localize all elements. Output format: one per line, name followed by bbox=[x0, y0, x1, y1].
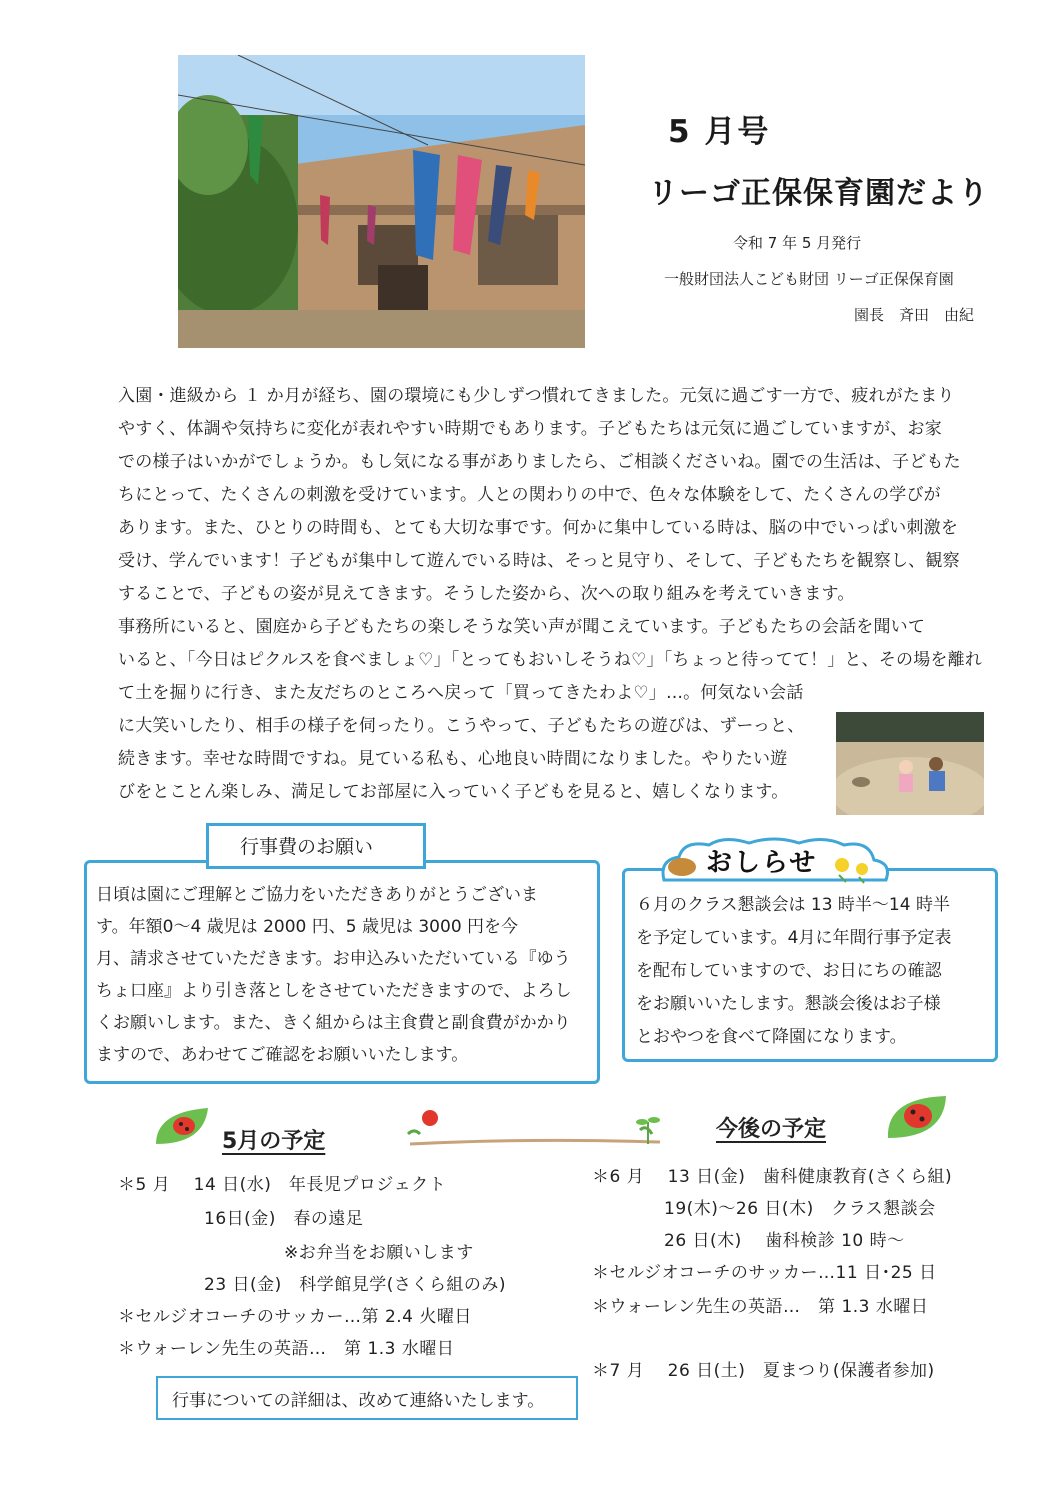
principal-name: 園長 斉田 由紀 bbox=[854, 306, 975, 324]
ladybug-icon bbox=[422, 1110, 438, 1126]
fee-line: ますので、あわせてご確認をお願いいたします。 bbox=[96, 1045, 469, 1065]
future-schedule-line: ＊セルジオコーチのサッカー…11 日･25 日 bbox=[592, 1263, 937, 1283]
ladybug-leaf-icon bbox=[884, 1092, 950, 1144]
notice-line: をお願いいたします。懇談会後はお子様 bbox=[636, 994, 941, 1014]
dandelion-icon bbox=[835, 858, 849, 872]
fee-title: 行事費のお願い bbox=[240, 836, 374, 858]
fee-line: す。年額0～4 歳児は 2000 円、5 歳児は 3000 円を今 bbox=[96, 917, 519, 937]
intro-line: 続きます。幸せな時間ですね。見ている私も、心地良い時間になりました。やりたい遊 bbox=[118, 749, 788, 769]
newsletter-title: リーゴ正保保育園だより bbox=[648, 176, 989, 211]
intro-line: 受け、学んでいます！子どもが集中して遊んでいる時は、そっと見守り、そして、子どもたちを観察し、観察 bbox=[118, 551, 960, 571]
ladybug-leaf-icon bbox=[152, 1104, 212, 1150]
notice-title: おしらせ bbox=[706, 848, 818, 878]
fee-line: ちょ口座』より引き落としをさせていただきますので、よろし bbox=[96, 981, 572, 1001]
future-schedule-line: 19(木)～26 日(木) クラス懇談会 bbox=[664, 1199, 936, 1219]
notice-line: とおやつを食べて降園になります。 bbox=[636, 1027, 907, 1047]
may-schedule-title: 5月の予定 bbox=[222, 1129, 326, 1154]
may-schedule-line: ＊5 月 14 日(水) 年長児プロジェクト bbox=[118, 1175, 447, 1195]
details-note: 行事についての詳細は、改めて連絡いたします。 bbox=[172, 1391, 545, 1411]
notice-line: ６月のクラス懇談会は 13 時半～14 時半 bbox=[636, 895, 950, 915]
intro-line: 事務所にいると、園庭から子どもたちの楽しそうな笑い声が聞こえています。子どもたちの会話を聞いて bbox=[118, 617, 926, 637]
future-schedule-line: ＊ウォーレン先生の英語… 第 1.3 水曜日 bbox=[592, 1297, 929, 1317]
may-schedule-line: ※お弁当をお願いします bbox=[284, 1243, 474, 1263]
publisher: 一般財団法人こども財団 リーゴ正保保育園 bbox=[664, 270, 954, 288]
header-photo-koinobori bbox=[178, 55, 585, 348]
intro-line: あります。また、ひとりの時間も、とても大切な事です。何かに集中している時は、脳の中でいっぱい刺激を bbox=[118, 518, 959, 538]
may-schedule-line: ＊セルジオコーチのサッカー…第 2.4 火曜日 bbox=[118, 1307, 472, 1327]
intro-line: いると、「今日はピクルスを食べましょ♡」「とってもおいしそうね♡」「ちょっと待ってて！」と、その場を離れ bbox=[118, 650, 983, 670]
intro-line: びをとことん楽しみ、満足してお部屋に入っていく子どもを見ると、嬉しくなります。 bbox=[118, 782, 789, 802]
issue-label: 5 月号 bbox=[668, 114, 771, 150]
notice-line: を予定しています。4月に年間行事予定表 bbox=[636, 928, 952, 948]
future-schedule-line: 26 日(木) 歯科検診 10 時～ bbox=[664, 1231, 905, 1251]
issue-date: 令和 7 年 5 月発行 bbox=[733, 234, 862, 252]
fee-line: 月、請求させていただきます。お申込みいただいている『ゆう bbox=[96, 949, 571, 969]
may-schedule-line: 23 日(金) 科学館見学(さくら組のみ) bbox=[204, 1275, 507, 1295]
intro-line: やすく、体調や気持ちに変化が表れやすい時期でもあります。子どもたちは元気に過ごしていますが、お家 bbox=[118, 419, 942, 439]
intro-line: での様子はいかがでしょうか。もし気になる事がありましたら、ご相談くださいね。園での生活は、子どもた bbox=[118, 452, 961, 472]
intro-line: ちにとって、たくさんの刺激を受けています。人との関わりの中で、色々な体験をして、たくさんの学びが bbox=[118, 485, 941, 505]
may-schedule-line: 16日(金) 春の遠足 bbox=[204, 1209, 364, 1229]
fee-line: 日頃は園にご理解とご協力をいただきありがとうございま bbox=[96, 885, 538, 905]
future-schedule-title: 今後の予定 bbox=[716, 1117, 827, 1142]
may-schedule-line: ＊ウォーレン先生の英語… 第 1.3 水曜日 bbox=[118, 1339, 455, 1359]
mole-icon bbox=[668, 858, 696, 876]
future-schedule-line: ＊6 月 13 日(金) 歯科健康教育(さくら組) bbox=[592, 1167, 953, 1187]
intro-line: 入園・進級から １ か月が経ち、園の環境にも少しずつ慣れてきました。元気に過ごす一方で、疲れがたまり bbox=[118, 386, 955, 406]
sandbox-photo bbox=[836, 712, 984, 815]
fee-line: くお願いします。また、きく組からは主食費と副食費がかかり bbox=[96, 1013, 571, 1033]
notice-line: を配布していますので、お日にちの確認 bbox=[636, 961, 942, 981]
intro-line: することで、子どもの姿が見えてきます。そうした姿から、次への取り組みを考えていきます。 bbox=[118, 584, 855, 604]
intro-line: て土を掘りに行き、また友だちのところへ戻って「買ってきたわよ♡」…。何気ない会話 bbox=[118, 683, 804, 703]
future-schedule-line: ＊7 月 26 日(土) 夏まつり(保護者参加) bbox=[592, 1361, 935, 1381]
intro-line: に大笑いしたり、相手の様子を伺ったり。こうやって、子どもたちの遊びは、ずーっと、 bbox=[118, 716, 805, 736]
sprout-line-decoration bbox=[400, 1108, 670, 1150]
